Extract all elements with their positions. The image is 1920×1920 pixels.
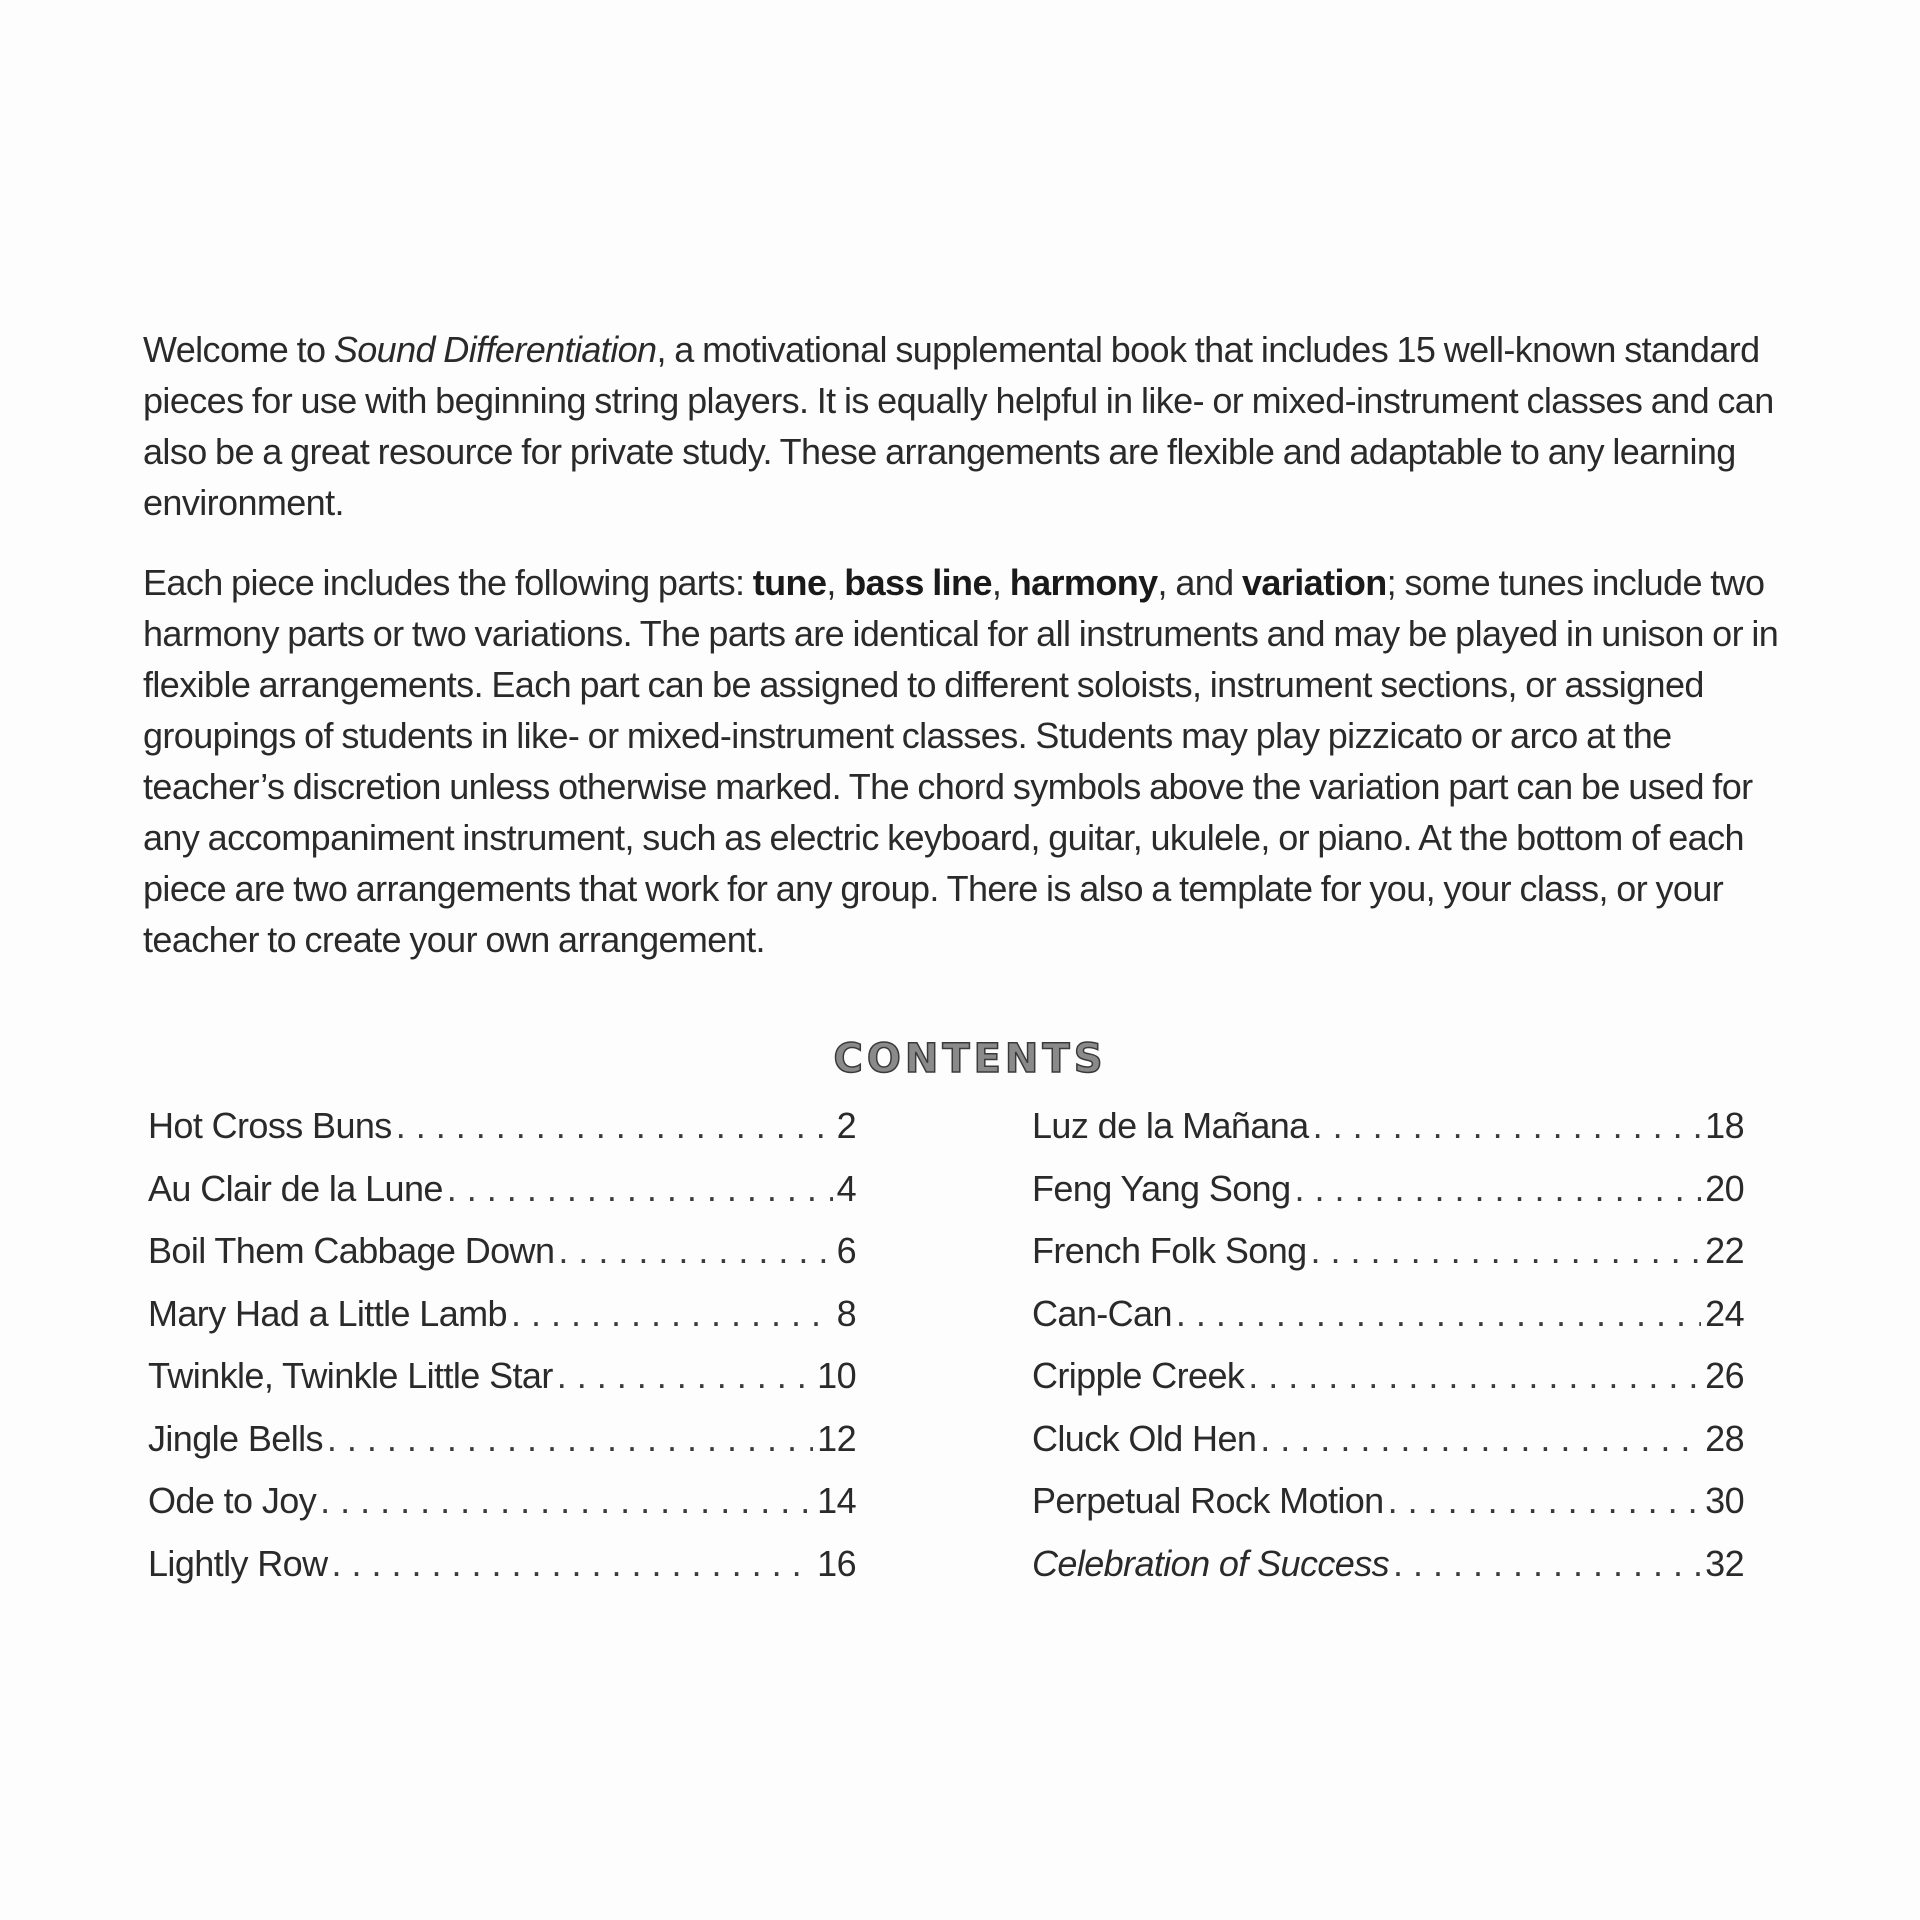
intro-1-rest: , a motivational supplemental book that includes 15 well-known standard pieces for use with beginning string players. It is equally helpful in like- or mixed-instrument classes and can also be a great resource for private study. These arrangements are flexible and adaptable to any learning environment. — [143, 329, 1774, 523]
toc-dot-leader — [396, 1105, 833, 1147]
toc-dot-leader — [1311, 1230, 1702, 1272]
toc-dot-leader — [447, 1168, 833, 1210]
toc-title: French Folk Song — [1032, 1230, 1307, 1271]
toc-entry — [1032, 1480, 1744, 1543]
toc-title: Boil Them Cabbage Down — [148, 1230, 555, 1271]
toc-entry — [1032, 1418, 1744, 1481]
toc-entry — [148, 1543, 856, 1606]
toc-title: Jingle Bells — [148, 1417, 323, 1459]
part-harmony: harmony — [1009, 562, 1158, 603]
toc-left-column — [148, 1105, 856, 1605]
toc-page-number: 14 — [817, 1480, 856, 1521]
toc-title: Celebration of Success — [1032, 1542, 1389, 1584]
toc-title: Feng Yang Song — [1032, 1167, 1291, 1209]
toc-entry — [148, 1168, 856, 1231]
toc-entry — [148, 1355, 856, 1418]
toc-entry — [1032, 1168, 1744, 1231]
toc-page-number: 16 — [817, 1542, 856, 1584]
toc-entry — [148, 1418, 856, 1481]
toc-dot-leader — [511, 1293, 833, 1335]
part-tune: tune — [752, 562, 827, 603]
toc-dot-leader — [1248, 1355, 1701, 1397]
contents-heading: CONTENTS — [833, 1036, 1107, 1082]
intro-1-lead: Welcome to — [143, 329, 334, 370]
toc-entry — [148, 1105, 856, 1168]
toc-entry — [1032, 1230, 1744, 1293]
part-bass-line: bass line — [844, 562, 992, 603]
toc-dot-leader — [331, 1543, 813, 1585]
toc-page-number: 6 — [836, 1230, 856, 1271]
toc-page-number: 22 — [1705, 1230, 1744, 1271]
part-variation: variation — [1242, 562, 1387, 603]
toc-page-number: 32 — [1705, 1542, 1744, 1584]
separator: , — [991, 562, 1010, 603]
toc-dot-leader — [558, 1230, 832, 1272]
toc-dot-leader — [1393, 1543, 1701, 1585]
toc-entry — [148, 1293, 856, 1356]
toc-title: Can-Can — [1032, 1292, 1172, 1334]
toc-entry — [1032, 1293, 1744, 1356]
toc-dot-leader — [557, 1355, 813, 1397]
toc-page-number: 12 — [817, 1417, 856, 1459]
toc-page-number: 26 — [1705, 1355, 1744, 1396]
toc-page-number: 28 — [1705, 1417, 1744, 1459]
separator: , — [826, 562, 845, 603]
toc-entry — [1032, 1105, 1744, 1168]
toc-page-number: 4 — [836, 1167, 856, 1209]
toc-page-number: 20 — [1705, 1167, 1744, 1209]
toc-entry — [148, 1230, 856, 1293]
toc-title: Twinkle, Twinkle Little Star — [148, 1355, 553, 1396]
intro-paragraph-1 — [143, 324, 1803, 528]
toc-page-number: 8 — [836, 1292, 856, 1334]
toc-title: Perpetual Rock Motion — [1032, 1480, 1384, 1521]
separator: , and — [1157, 562, 1243, 603]
toc-title: Luz de la Mañana — [1032, 1105, 1309, 1146]
toc-right-column — [1032, 1105, 1744, 1605]
toc-title: Cripple Creek — [1032, 1355, 1245, 1396]
toc-title: Cluck Old Hen — [1032, 1417, 1257, 1459]
toc-title: Mary Had a Little Lamb — [148, 1292, 507, 1334]
toc-page-number: 10 — [817, 1355, 856, 1396]
toc-entry — [1032, 1355, 1744, 1418]
toc-page-number: 24 — [1705, 1292, 1744, 1334]
toc-entry — [1032, 1543, 1744, 1606]
toc-dot-leader — [320, 1480, 813, 1522]
toc-title: Ode to Joy — [148, 1480, 317, 1521]
toc-dot-leader — [1176, 1293, 1701, 1335]
toc-page-number: 18 — [1705, 1105, 1744, 1146]
toc-title: Lightly Row — [148, 1542, 328, 1584]
toc-entry — [148, 1480, 856, 1543]
toc-dot-leader — [1313, 1105, 1702, 1147]
toc-title: Au Clair de la Lune — [148, 1167, 443, 1209]
toc-dot-leader — [1295, 1168, 1702, 1210]
intro-2-rest: ; some tunes include two harmony parts or two variations. The parts are identical for all instruments and may be played in unison or in flexible arrangements. Each part can be assigned to different soloists, instrument sections, or assigned groupings of students in like- or mixed-instrument classes. Students may play pizzicato or arco at the teacher’s discretion unless otherwise marked. The chord symbols above the variation part can be used for any accompaniment instrument, such as electric keyboard, guitar, ukulele, or piano. At the bottom of each piece are two arrangements that work for any group. There is also a template for you, your class, or your teacher to create your own arrangement. — [143, 562, 1779, 960]
toc-page-number: 30 — [1705, 1480, 1744, 1521]
toc-page-number: 2 — [836, 1105, 856, 1146]
toc-dot-leader — [327, 1418, 813, 1460]
toc-title: Hot Cross Buns — [148, 1105, 392, 1146]
toc-dot-leader — [1388, 1480, 1702, 1522]
intro-paragraph-2 — [143, 557, 1803, 965]
intro-2-lead: Each piece includes the following parts: — [143, 562, 753, 603]
toc-dot-leader — [1260, 1418, 1701, 1460]
book-title: Sound Differentiation — [333, 329, 657, 370]
